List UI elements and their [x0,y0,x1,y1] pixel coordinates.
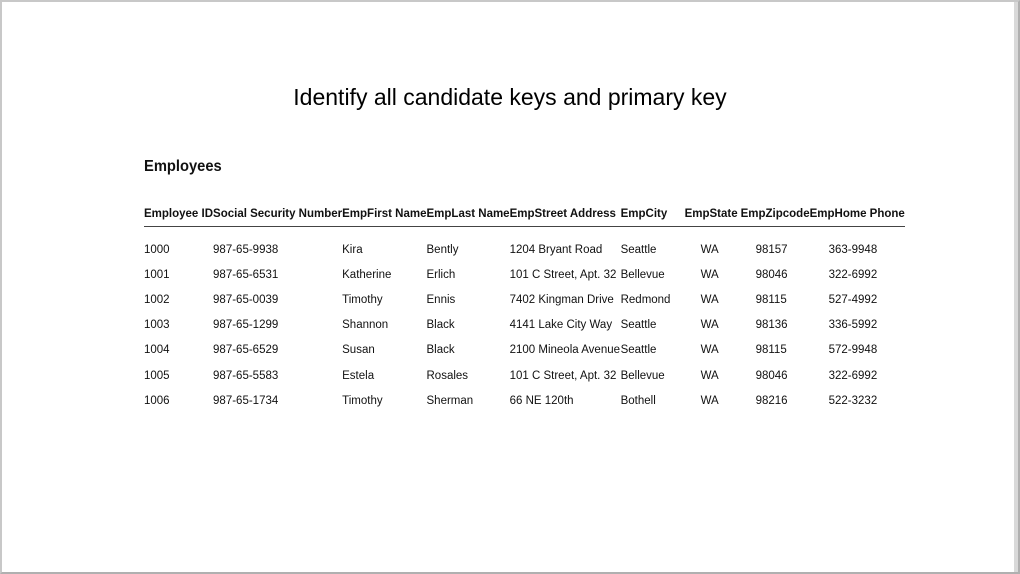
cell-zipcode: 98046 [755,369,788,382]
cell-employee-id: 1003 [144,319,170,332]
table-body [144,227,905,414]
cell-street-address: 1204 Bryant Road [509,243,603,256]
cell-street-address: 101 C Street, Apt. 32 [509,268,617,281]
cell-last-name: Black [426,344,455,357]
cell-state: WA [700,243,719,256]
cell-last-name: Sherman [426,394,474,407]
table-row [144,388,905,413]
cell-zipcode: 98115 [755,344,787,357]
header-home-phone: EmpHome Phone [810,202,905,227]
cell-last-name: Erlich [426,268,456,281]
cell-employee-id: 1005 [144,369,170,382]
cell-state: WA [700,268,719,281]
cell-state: WA [700,293,719,306]
cell-first-name: Susan [342,344,375,357]
header-city: EmpCity [621,202,685,227]
header-state: EmpState [685,202,741,227]
cell-home-phone: 522-3232 [828,394,878,407]
cell-city: Seattle [620,243,657,256]
header-zipcode: EmpZipcode [741,202,810,227]
cell-city: Seattle [620,344,657,357]
cell-state: WA [700,394,719,407]
cell-ssn: 987-65-1734 [213,394,279,407]
cell-street-address: 2100 Mineola Avenue [509,344,621,357]
cell-ssn: 987-65-1299 [213,319,279,332]
table-row [144,237,905,262]
table-row [144,338,905,363]
cell-first-name: Kira [342,243,363,256]
table-name-label: Employees [144,158,222,175]
cell-ssn: 987-65-0039 [213,293,279,306]
cell-last-name: Rosales [426,369,469,382]
table-row [144,262,905,287]
table-row [144,287,905,312]
header-first-name: EmpFirst Name [342,202,426,227]
cell-street-address: 4141 Lake City Way [509,319,613,332]
cell-last-name: Black [426,319,455,332]
cell-state: WA [700,319,719,332]
cell-ssn: 987-65-9938 [213,243,279,256]
table-row [144,363,905,388]
table-header [144,202,905,227]
cell-street-address: 66 NE 120th [509,394,574,407]
cell-city: Seattle [620,319,657,332]
cell-zipcode: 98046 [755,268,788,281]
cell-ssn: 987-65-6531 [213,268,279,281]
header-employee-id: Employee ID [144,202,213,227]
cell-home-phone: 572-9948 [828,344,878,357]
cell-first-name: Estela [342,369,375,382]
cell-city: Bellevue [620,369,665,382]
cell-home-phone: 527-4992 [828,293,878,306]
cell-ssn: 987-65-6529 [213,344,279,357]
header-last-name: EmpLast Name [427,202,510,227]
employees-table [144,202,905,413]
cell-city: Redmond [620,293,671,306]
cell-street-address: 101 C Street, Apt. 32 [509,369,617,382]
cell-home-phone: 363-9948 [828,243,878,256]
header-ssn: Social Security Number [213,202,342,227]
cell-state: WA [700,344,719,357]
cell-city: Bellevue [620,268,665,281]
cell-zipcode: 98115 [755,293,787,306]
cell-first-name: Timothy [342,293,383,306]
cell-home-phone: 322-6992 [828,369,878,382]
cell-last-name: Bently [426,243,459,256]
cell-zipcode: 98157 [755,243,788,256]
cell-employee-id: 1001 [144,268,170,281]
cell-zipcode: 98216 [755,394,788,407]
header-street-address: EmpStreet Address [510,202,621,227]
cell-employee-id: 1004 [144,344,170,357]
cell-first-name: Katherine [342,268,392,281]
cell-street-address: 7402 Kingman Drive [509,293,614,306]
cell-state: WA [700,369,719,382]
cell-employee-id: 1002 [144,293,170,306]
cell-city: Bothell [620,394,656,407]
cell-employee-id: 1000 [144,243,170,256]
cell-zipcode: 98136 [755,319,788,332]
spacer-cell [144,227,905,238]
header-row [144,202,905,227]
cell-home-phone: 336-5992 [828,319,878,332]
cell-first-name: Shannon [342,319,389,332]
cell-home-phone: 322-6992 [828,268,878,281]
cell-first-name: Timothy [342,394,383,407]
slide-title: Identify all candidate keys and primary key [293,84,727,110]
cell-ssn: 987-65-5583 [213,369,279,382]
spacer-row [144,227,905,238]
cell-employee-id: 1006 [144,394,170,407]
table-row [144,313,905,338]
cell-last-name: Ennis [426,293,456,306]
